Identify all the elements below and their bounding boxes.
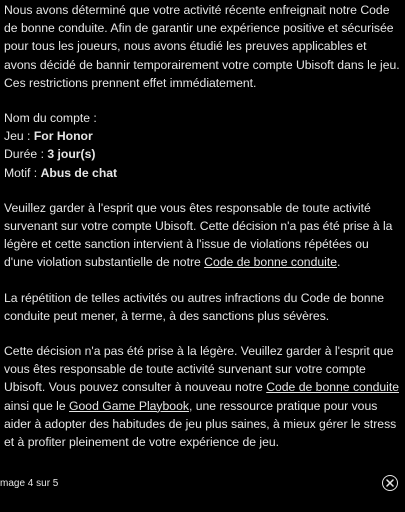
resources-paragraph [4, 342, 400, 451]
close-button[interactable] [382, 475, 398, 491]
responsibility-end: . [337, 255, 341, 270]
image-footer [0, 475, 405, 497]
responsibility-text: Veuillez garder à l'esprit que vous êtes responsable de toute activité survenant sur votre compte Ubisoft. Cette décision n'a pas été prise à la légère et cette sanction intervient à l'issue de violations répétées ou d'une violation substantielle de notre [4, 200, 393, 270]
resources-text-2: ainsi que le [4, 398, 70, 413]
good-game-playbook-link[interactable]: Good Game Playbook [69, 398, 189, 413]
reason-value: Abus de chat [40, 165, 118, 180]
game-value: For Honor [33, 129, 93, 144]
image-counter: mage 4 sur 5 [0, 478, 59, 489]
duration-label: Durée : [4, 147, 48, 162]
close-icon [386, 479, 394, 487]
account-name-line [4, 109, 400, 127]
reason-line [4, 164, 400, 182]
game-label: Jeu : [4, 129, 34, 144]
message-body [4, 1, 400, 451]
account-name-label: Nom du compte : [4, 111, 97, 126]
duration-value: 3 jour(s) [47, 147, 96, 162]
repetition-paragraph: La répétition de telles activités ou autres infractions du Code de bonne conduite peut mener, à terme, à des sanctions plus sévères. [4, 290, 385, 323]
resources-text-1: Cette décision n'a pas été prise à la légère. Veuillez garder à l'esprit que vous êtes responsable de toute activité survenant sur votre compte Ubisoft. Vous pouvez consulter à nouveau notre [4, 344, 394, 395]
code-of-conduct-link[interactable]: Code de bonne conduite [204, 255, 337, 270]
intro-paragraph: Nous avons déterminé que votre activité récente enfreignait notre Code de bonne conduite. Afin de garantir une expérience positive et sécurisée pour tous les joueurs, nous avons étudié les preuves applicables et avons décidé de bannir temporairement votre compte Ubisoft dans le jeu. Ces restrictions prennent effet immédiatement. [4, 3, 400, 90]
responsibility-paragraph [4, 199, 400, 272]
resources-text-3: , une ressource pratique pour vous aider à adopter des habitudes de jeu plus saines, à mieux gérer le stress et à profiter pleinement de votre expérience de jeu. [4, 398, 397, 450]
duration-line [4, 145, 400, 163]
code-of-conduct-link-2[interactable]: Code de bonne conduite [266, 380, 400, 395]
game-line [4, 127, 400, 145]
reason-label: Motif : [4, 165, 41, 180]
